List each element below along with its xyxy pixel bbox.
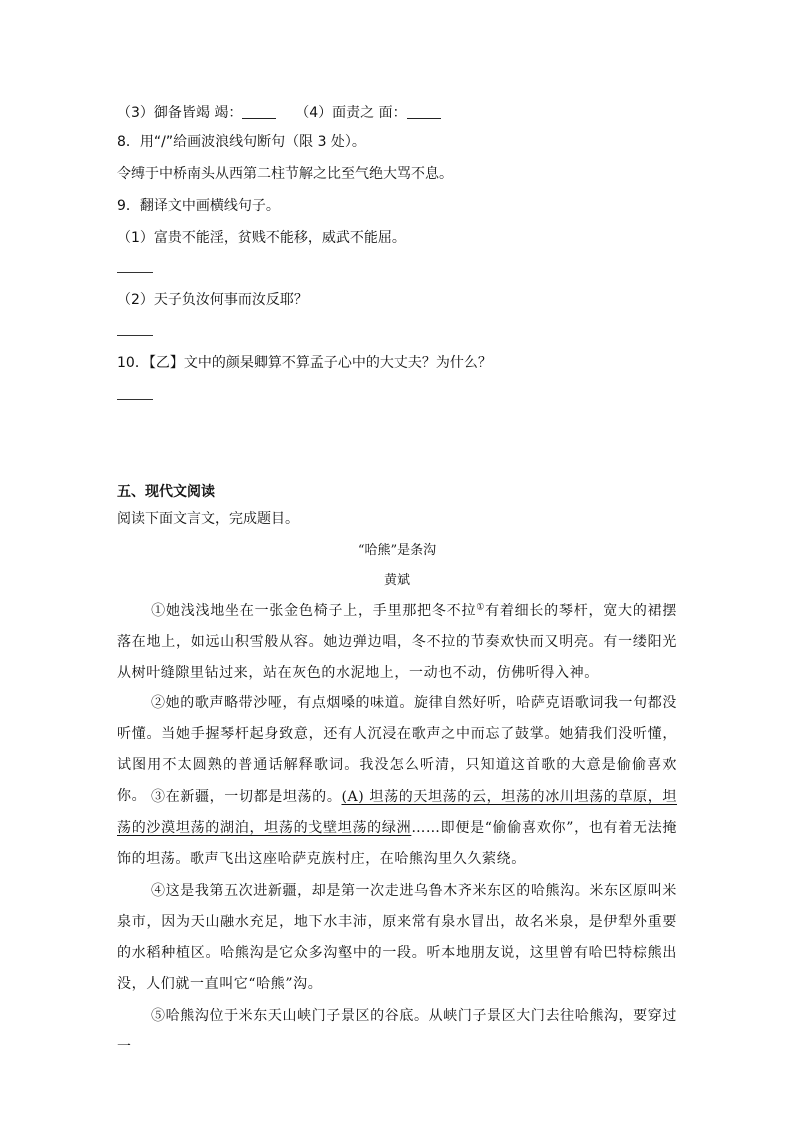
paragraph-1-text-a: ①她浅浅地坐在一张金色椅子上，手里那把冬不拉 bbox=[151, 603, 477, 619]
paragraph-5-text: ⑤哈熊沟位于米东天山峡门子景区的谷底。从峡门子景区大门去往哈熊沟，要穿过一 bbox=[117, 1008, 677, 1055]
q9-item1: （1）富贵不能淫，贫贱不能移，威武不能屈。 bbox=[117, 230, 406, 246]
footnote-marker: ① bbox=[476, 602, 486, 613]
paragraph-5 bbox=[117, 1001, 677, 1063]
q7-item4-label: （4）面责之 面： bbox=[295, 105, 407, 121]
paragraph-1-text-b: 有着细长的琴杆，宽大的裙摆落在地上，如远山积雪般从容。她边弹边唱，冬不拉的节奏欢快而又明亮。有一缕阳光从树叶缝隙里钻过来，站在灰色的水泥地上，一动也不动，仿佛听得入神。 bbox=[117, 603, 677, 681]
paragraph-3-underlined-sentence-a: (A) 坦荡的天坦荡的云，坦荡的冰川坦荡的草原，坦荡的沙漠坦荡的湖泊，坦荡的戈壁坦荡的绿洲 bbox=[117, 789, 677, 836]
q7-item3-answer-blank[interactable] bbox=[242, 104, 276, 119]
q8-prompt: 8．用“/”给画波浪线句断句（限 3 处）。 bbox=[117, 134, 366, 150]
q9-item2-answer-line[interactable] bbox=[117, 335, 153, 336]
paragraph-2-text: ②她的歌声略带沙哑，有点烟嗓的味道。旋律自然好听，哈萨克语歌词我一句都没听懂。当她手握琴杆起身致意，还有人沉浸在歌声之中而忘了鼓掌。她猜我们没听懂，试图用不太圆熟的普通话解释歌词。我没怎么听清，只知道这首歌的大意是偷偷喜欢你。 bbox=[117, 695, 677, 804]
paragraph-4 bbox=[117, 876, 677, 1000]
q10-answer-line[interactable] bbox=[117, 399, 153, 400]
section5-heading: 五、现代文阅读 bbox=[117, 484, 215, 500]
paragraph-3 bbox=[117, 782, 677, 875]
paragraph-1 bbox=[117, 596, 677, 689]
q8-sentence: 令缚于中桥南头从西第二柱节解之比至气绝大骂不息。 bbox=[117, 166, 453, 182]
q7-item4-answer-blank[interactable] bbox=[407, 104, 441, 119]
q7-items-line bbox=[117, 104, 441, 122]
q10-prompt: 10．【乙】文中的颜杲卿算不算孟子心中的大丈夫？为什么？ bbox=[117, 355, 492, 371]
paragraph-3-text-b: ……即便是“偷偷喜欢你”，也有着无法掩饰的坦荡。歌声飞出这座哈萨克族村庄，在哈熊沟里久久萦绕。 bbox=[117, 820, 678, 867]
q9-prompt: 9．翻译文中画横线句子。 bbox=[117, 198, 280, 214]
article-author: 黄斌 bbox=[383, 573, 410, 588]
q7-item3-label: （3）御备皆竭 竭： bbox=[117, 105, 243, 121]
q9-item2: （2）天子负汝何事而汝反耶？ bbox=[117, 292, 308, 308]
section5-instruction: 阅读下面文言文，完成题目。 bbox=[117, 511, 299, 527]
paragraph-4-text: ④这是我第五次进新疆，却是第一次走进乌鲁木齐米东区的哈熊沟。米东区原叫米泉市，因为天山融水充足，地下水丰沛，原来常有泉水冒出，故名米泉，是伊犁外重要的水稻种植区。哈熊沟是它众多沟壑中的一段。听本地朋友说，这里曾有哈巴特棕熊出没，人们就一直叫它“哈熊”沟。 bbox=[117, 883, 677, 992]
article-title: “哈熊”是条沟 bbox=[357, 543, 437, 558]
paragraph-3-text-a: ③在新疆，一切都是坦荡的。 bbox=[151, 789, 342, 805]
q9-item1-answer-line[interactable] bbox=[117, 272, 153, 273]
